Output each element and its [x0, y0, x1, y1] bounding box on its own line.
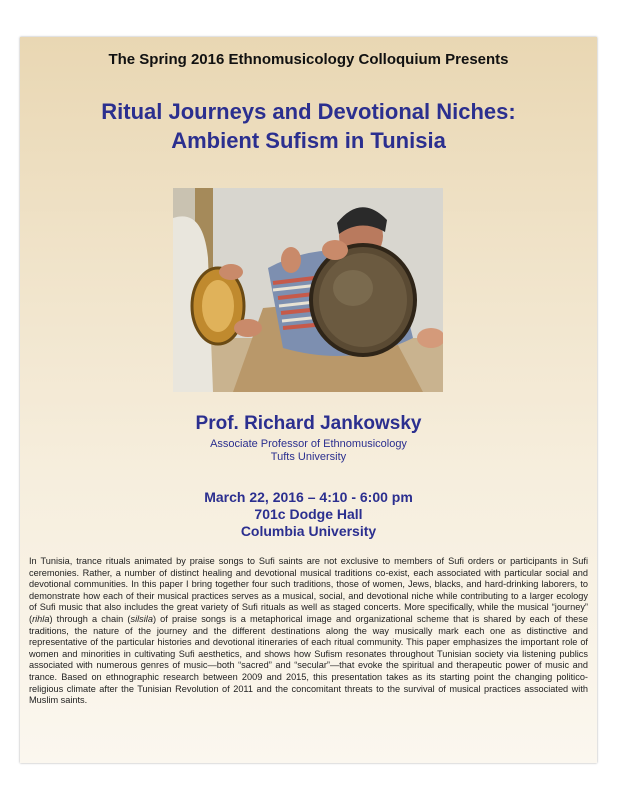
- event-venue: Columbia University: [240, 523, 377, 539]
- abstract-term-silsila: silsila: [130, 613, 153, 624]
- event-details: [20, 489, 597, 540]
- abstract-part-1: In Tunisia, trance rituals animated by praise songs to Sufi saints are not exclusive to members of Sufi orders or participants in Sufi ceremonies. Rather, a number of distinct healing and devotional musical traditions co-exist, each associated with particular social and devotional communities. In this paper I bring together four such traditions, those of women, Jews, blacks, and hard-drinking laborers, to demonstrate how each of their musical practices serves as a musical, social, and devotional niche while contributing to a larger ecology of Sufi music that also includes the great variety of Sufi rituals as well as staged concerts. More specifically, while the musical “journey” (: [29, 556, 588, 624]
- ritual-photo: [173, 188, 443, 392]
- abstract-term-rihla: rihla: [32, 613, 50, 624]
- photo-of-tambourine-players-icon: [173, 188, 443, 392]
- speaker-affiliation: [20, 438, 597, 464]
- event-datetime: March 22, 2016 – 4:10 - 6:00 pm: [204, 489, 413, 505]
- talk-title-line-2: Ambient Sufism in Tunisia: [171, 128, 446, 153]
- speaker-institution: Tufts University: [270, 451, 347, 463]
- talk-title: [20, 97, 597, 155]
- event-poster: [20, 37, 597, 763]
- speaker-name: Prof. Richard Jankowsky: [195, 413, 422, 434]
- speaker-position: Associate Professor of Ethnomusicology: [210, 438, 407, 450]
- abstract-text: [29, 556, 588, 707]
- series-heading: The Spring 2016 Ethnomusicology Colloquium Presents: [108, 51, 509, 68]
- abstract-part-3: ) of praise songs is a metaphorical image and organizational scheme that is shared by each of these traditions, the nature of the journey and the different destinations along the way musically mark each one as distinctive and representative of the particular histories and devotional itineraries of each ritual community. This paper emphasizes the important role of women and minorities in cultivating Sufi aesthetics, and shows how Sufism resonates throughout Tunisian society via listening publics associated with numerous genres of music—both “sacred” and “secular”—that evoke the spiritual and therapeutic power of music and trance. Based on ethnographic research between 2009 and 2015, this presentation takes as its starting point the changing politico-religious climate after the Tunisian Revolution of 2011 and the concomitant threats to the survival of musical practices associated with Muslim saints.: [29, 613, 588, 706]
- event-room: 701c Dodge Hall: [254, 506, 363, 522]
- abstract-part-2: ) through a chain (: [49, 613, 131, 624]
- talk-title-line-1: Ritual Journeys and Devotional Niches:: [101, 99, 516, 124]
